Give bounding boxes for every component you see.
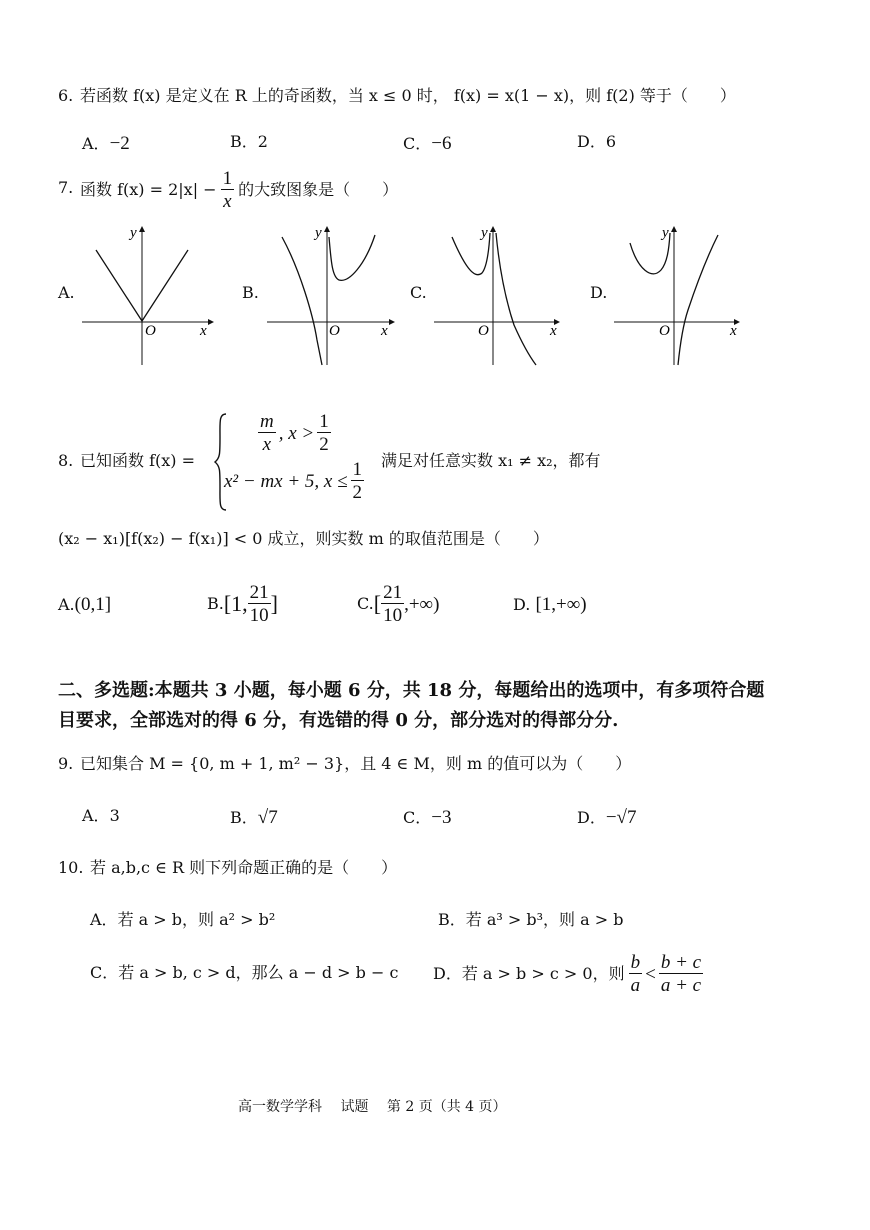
q9-number: 9. <box>58 754 74 773</box>
q8-option-b <box>207 578 278 630</box>
q10-option-d-frac1 <box>629 953 643 995</box>
y-label: y <box>130 225 137 241</box>
q7-graph-d <box>612 225 747 370</box>
origin-label: O <box>329 323 340 339</box>
q8-option-b-pre: [1, <box>223 591 248 616</box>
graph-b-right-branch <box>329 235 375 280</box>
q6-option-a: A．−2 <box>82 133 130 154</box>
q8-option-d-label: D. <box>513 595 531 614</box>
q8-option-a-label: A. <box>58 595 75 614</box>
q9-option-b: B．√7 <box>230 807 278 828</box>
x-label: x <box>200 323 207 339</box>
q7-graph-c-label: C. <box>410 283 427 302</box>
q8-option-b-den: 10 <box>249 605 269 626</box>
q10-option-d-frac2-num: b + c <box>660 952 702 973</box>
q10-text: 若 a,b,c ∈ R 则下列命题正确的是（ ） <box>90 858 398 877</box>
q8-option-c-pre: [ <box>373 591 382 616</box>
q8-case1-fraction <box>258 412 276 454</box>
q8-case1 <box>258 412 331 454</box>
graph-d-right-branch <box>678 235 718 365</box>
graph-c-right-branch <box>496 233 536 365</box>
q10-option-d-label: D． <box>433 964 462 983</box>
q8-option-d <box>513 595 587 614</box>
q8-case2-half <box>351 460 365 502</box>
q8-option-a <box>58 595 111 614</box>
origin-label: O <box>659 323 670 339</box>
q7-text-after: 的大致图象是（ ） <box>238 180 399 199</box>
y-label: y <box>662 225 669 241</box>
y-label: y <box>315 225 322 241</box>
q10-option-b: B．若 a³ > b³，则 a > b <box>438 910 624 929</box>
q8-case2-half-num: 1 <box>352 459 363 480</box>
q10-number: 10. <box>58 858 84 877</box>
section2-line1: 二、多选题:本题共 3 小题，每小题 6 分，共 18 分，每题给出的选项中，有多项符合题 <box>58 680 765 701</box>
q9-option-c: C．−3 <box>403 807 452 828</box>
q10-option-d-pre: 若 a > b > c > 0，则 <box>461 964 625 983</box>
q8-option-c-fraction <box>381 583 404 625</box>
x-arrow-icon <box>389 319 395 325</box>
q8-case2-expr: x² − mx + 5, x ≤ <box>224 470 348 492</box>
q7-graph-b-label: B. <box>242 283 259 302</box>
q8-case2 <box>224 460 364 502</box>
q8-tail: 满足对任意实数 x₁ ≠ x₂，都有 <box>381 451 601 470</box>
q7-graph-b <box>265 225 400 370</box>
q8-option-c-label: C. <box>357 594 374 613</box>
q7-fraction <box>221 169 235 211</box>
x-label: x <box>381 323 388 339</box>
q7-text <box>80 168 398 212</box>
y-arrow-icon <box>139 226 145 232</box>
q8-case2-half-den: 2 <box>352 482 363 503</box>
q10-option-c: C．若 a > b, c > d，那么 a − d > b − c <box>90 963 399 982</box>
q10-option-a: A．若 a > b，则 a² > b² <box>90 910 276 929</box>
q9-text: 已知集合 M = {0, m + 1, m² − 3}，且 4 ∈ M，则 m 的值可以为（ ） <box>80 754 632 773</box>
q8-option-c-num: 21 <box>383 582 403 603</box>
q7-number: 7. <box>58 178 74 197</box>
origin-label: O <box>478 323 489 339</box>
q10-option-d-frac1-den: a <box>630 975 641 996</box>
q7-frac-den: x <box>223 191 232 212</box>
q6-number: 6. <box>58 86 74 105</box>
q8-lead: 已知函数 f(x) = <box>80 451 196 470</box>
q8-case1-half-den: 2 <box>319 434 329 455</box>
q10-option-d-frac2 <box>659 953 703 995</box>
q7-frac-num: 1 <box>222 168 233 189</box>
page-footer: 高一数学学科 试题 第 2 页（共 4 页） <box>238 1099 507 1115</box>
q6-option-b: B．2 <box>230 132 268 151</box>
y-arrow-icon <box>324 226 330 232</box>
q8-case1-den: x <box>262 434 272 455</box>
q8-case1-half-num: 1 <box>319 411 329 432</box>
q8-line2: (x₂ − x₁)[f(x₂) − f(x₁)] < 0 成立，则实数 m 的取值范围是（ ） <box>58 529 549 548</box>
q10-option-d-frac1-num: b <box>630 952 641 973</box>
q8-option-b-label: B. <box>207 594 224 613</box>
q8-option-a-value: (0,1] <box>74 594 112 615</box>
q8-case1-cond: , x > <box>278 422 315 444</box>
q10-option-d-op: < <box>645 963 656 985</box>
q8-option-c-den: 10 <box>383 605 403 626</box>
y-label: y <box>481 225 488 241</box>
q8-option-d-value: [1,+∞) <box>535 594 587 615</box>
origin-label: O <box>145 323 156 339</box>
q8-case1-half <box>317 412 331 454</box>
x-label: x <box>730 323 737 339</box>
q7-graph-c <box>432 225 567 370</box>
q8-option-b-post: ] <box>270 591 278 616</box>
q6-text: 若函数 f(x) 是定义在 R 上的奇函数，当 x ≤ 0 时， f(x) = x(1 − x)，则 f(2) 等于（ ） <box>80 86 736 105</box>
q9-option-d: D．−√7 <box>577 807 637 828</box>
x-arrow-icon <box>208 319 214 325</box>
q8-number: 8. <box>58 451 74 470</box>
q8-case1-num: m <box>260 411 274 432</box>
section2-line2: 目要求，全部选对的得 6 分，有选错的得 0 分，部分选对的得部分分. <box>58 710 619 731</box>
q8-option-b-fraction <box>248 583 271 625</box>
q7-graph-a <box>80 225 215 370</box>
y-arrow-icon <box>490 226 496 232</box>
q7-graph-d-label: D. <box>590 283 608 302</box>
q6-option-d: D．6 <box>577 132 617 151</box>
q6-option-c: C．−6 <box>403 133 452 154</box>
q8-option-b-num: 21 <box>249 582 269 603</box>
q7-graph-a-label: A. <box>58 283 75 302</box>
q7-text-before: 函数 f(x) = 2|x| − <box>80 180 217 199</box>
y-arrow-icon <box>671 226 677 232</box>
graph-b-left-branch <box>282 237 322 365</box>
q8-option-c-post: ,+∞) <box>404 593 440 615</box>
q10-option-d-frac2-den: a + c <box>660 975 702 996</box>
q9-option-a: A．3 <box>82 806 120 825</box>
q10-option-d <box>433 948 703 1000</box>
q8-option-c <box>357 578 439 630</box>
x-label: x <box>550 323 557 339</box>
